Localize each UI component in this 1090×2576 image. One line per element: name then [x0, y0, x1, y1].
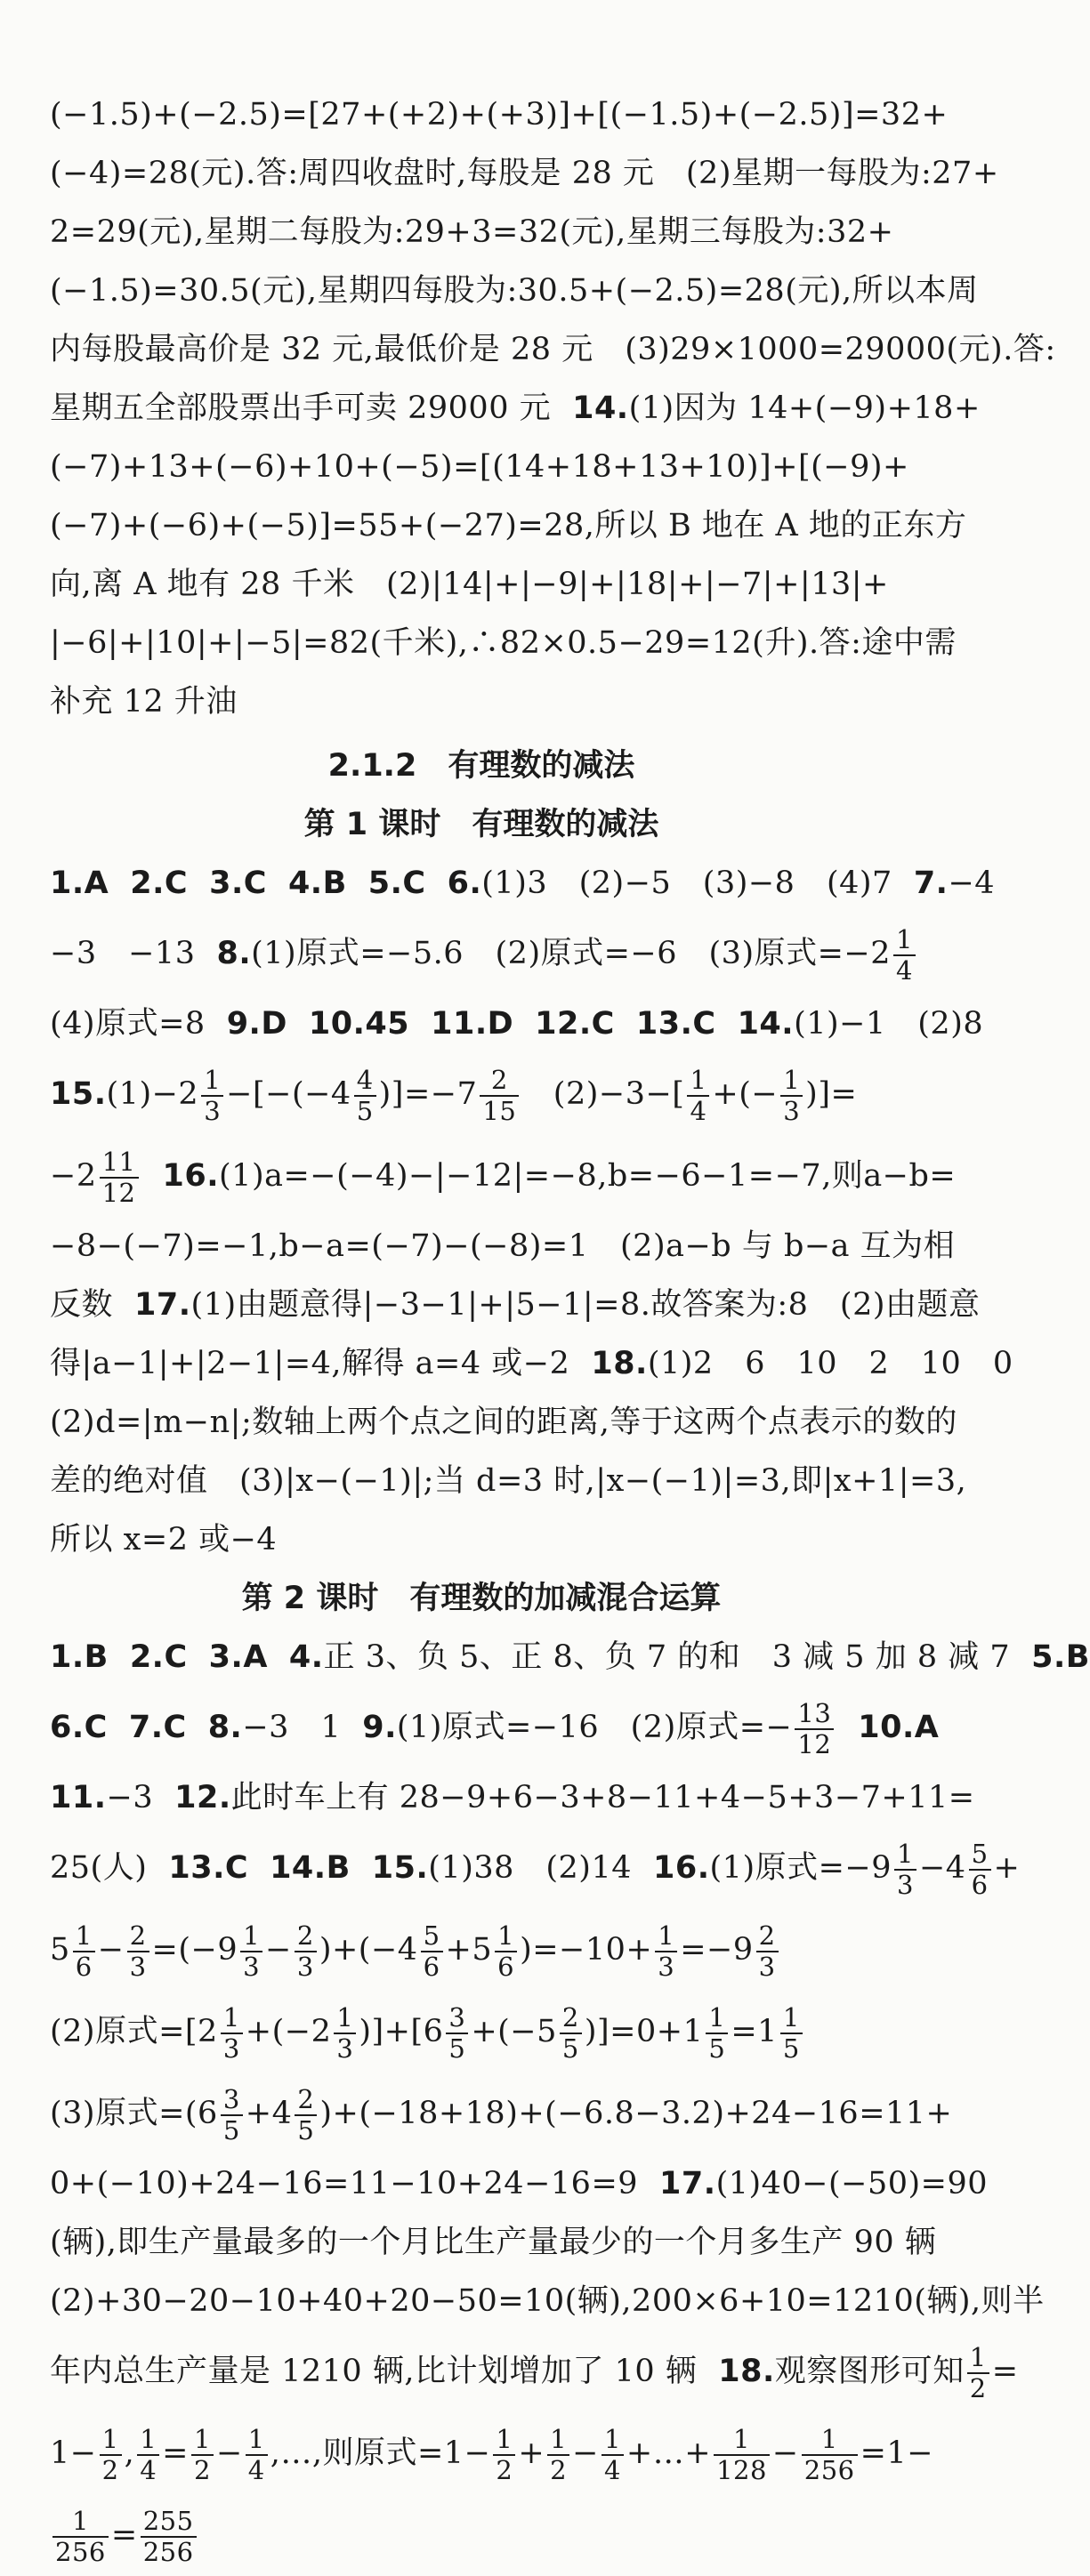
question-number: 7.: [913, 865, 949, 901]
line-text: (辆),即生产量最多的一个月比生产量最少的一个月多生产 90 辆: [50, 2225, 937, 2260]
line-text: −3 1: [242, 1710, 342, 1745]
line-text: 观察图形可知: [774, 2354, 965, 2389]
question-number: 17.: [134, 1287, 191, 1323]
line-text: −: [771, 2435, 799, 2471]
line-text: (2)d=|m−n|;数轴上两个点之间的距离,等于这两个点表示的数的: [50, 1405, 957, 1440]
line-text: )]=: [805, 1076, 858, 1112]
line-text: +(−2: [245, 2014, 332, 2049]
line-text: −3 −13: [50, 936, 196, 971]
fraction: $\frac{1}{3}$: [655, 1922, 677, 1980]
line-text: (2)原式=[2: [50, 2014, 218, 2049]
answer: 1.B: [50, 1639, 109, 1675]
fraction: $\frac{13}{12}$: [795, 1700, 834, 1758]
line-text: (1)38 (2)14: [428, 1850, 632, 1886]
fraction: $\frac{1}{4}$: [246, 2426, 268, 2483]
text-line: [50, 1909, 913, 1991]
fraction: $\frac{2}{3}$: [295, 1922, 317, 1980]
line-text: (−4)=28(元).答:周四收盘时,每股是 28 元 (2)星期一每股为:27+: [50, 156, 999, 191]
fraction: $\frac{1}{256}$: [802, 2426, 858, 2483]
fraction: $\frac{5}{6}$: [969, 1840, 991, 1898]
line-text: +: [993, 1850, 1021, 1886]
line-text: +5: [445, 1932, 493, 1968]
answer: 7.C: [128, 1710, 187, 1745]
fraction: $\frac{1}{4}$: [137, 2426, 159, 2483]
question-number: 8.: [216, 936, 252, 971]
line-text: =1−: [860, 2435, 934, 2471]
question-number: 16.: [162, 1158, 220, 1194]
text-line: [50, 854, 996, 913]
line-text: (1)2 6 10 2 10 0: [647, 1346, 1013, 1381]
answer: 4.B: [287, 865, 347, 901]
line-text: 星期五全部股票出手可卖 29000 元: [50, 390, 552, 426]
fraction: $\frac{4}{5}$: [354, 1067, 376, 1124]
answer: 5.B: [1031, 1639, 1090, 1675]
line-text: (1)原式=−9: [709, 1850, 892, 1886]
line-text: 此时车上有 28−9+6−3+8−11+4−5+3−7+11=: [230, 1780, 975, 1815]
line-text: =: [991, 2354, 1019, 2389]
question-number: 18.: [718, 2354, 775, 2389]
answer: 2.C: [129, 1639, 188, 1675]
question-number: 4.: [288, 1639, 324, 1675]
text-line: [50, 1053, 913, 1135]
text-line: [50, 994, 984, 1053]
lesson-title: 第 1 课时 有理数的减法: [303, 807, 659, 842]
text-line: [50, 2154, 989, 2213]
fraction: $\frac{1}{128}$: [714, 2426, 770, 2483]
line-text: (1)a=−(−4)−|−12|=−8,b=−6−1=−7,则a−b=: [219, 1158, 957, 1194]
line-text: −4: [948, 865, 996, 901]
line-text: 内每股最高价是 32 元,最低价是 28 元 (3)29×1000=29000(元).答:: [50, 332, 1056, 367]
text-line: [50, 555, 913, 614]
line-text: 2=29(元),星期二每股为:29+3=32(元),星期三每股为:32+: [50, 214, 894, 250]
text-line: [50, 85, 949, 144]
fraction: $\frac{1}{2}$: [191, 2426, 214, 2483]
line-text: 差的绝对值 (3)|x−(−1)|;当 d=3 时,|x−(−1)|=3,即|x+1|=3,: [50, 1463, 967, 1499]
line-text: =: [162, 2435, 189, 2471]
line-text: (1)因为 14+(−9)+18+: [628, 390, 981, 426]
line-text: (−7)+13+(−6)+10+(−5)=[(14+18+13+10)]+[(−9)+: [50, 449, 909, 485]
question-number: 15.: [50, 1076, 107, 1112]
fraction: $\frac{1}{2}$: [547, 2426, 569, 2483]
fraction: $\frac{1}{4}$: [687, 1067, 709, 1124]
text-line: [50, 672, 913, 731]
line-text: −: [97, 1932, 125, 1968]
fraction: $\frac{2}{3}$: [756, 1922, 779, 1980]
question-number: 14.: [737, 1006, 795, 1042]
fraction: $\frac{11}{12}$: [100, 1148, 139, 1206]
text-line: [50, 1991, 913, 2073]
line-text: (−1.5)=30.5(元),星期四每股为:30.5+(−2.5)=28(元),所以本周: [50, 273, 979, 309]
text-line: [50, 1768, 975, 1827]
fraction: $\frac{1}{5}$: [780, 2004, 803, 2062]
fraction: $\frac{1}{2}$: [967, 2344, 989, 2402]
answer: 2.C: [130, 865, 189, 901]
line-text: −8−(−7)=−1,b−a=(−7)−(−8)=1 (2)a−b 与 b−a 互为相: [50, 1228, 956, 1264]
text-line: [50, 2494, 913, 2576]
line-text: −[−(−4: [226, 1076, 351, 1112]
text-line: [50, 203, 913, 262]
text-line: [50, 438, 913, 496]
text-line: [50, 1276, 981, 1334]
line-text: =(−9: [151, 1932, 238, 1968]
line-text: (1)−2: [106, 1076, 199, 1112]
line-text: 年内总生产量是 1210 辆,比计划增加了 10 辆: [50, 2354, 698, 2389]
question-number: 6.: [447, 865, 482, 901]
line-text: 所以 x=2 或−4: [50, 1522, 278, 1558]
line-text: (−1.5)+(−2.5)=[27+(+2)+(+3)]+[(−1.5)+(−2.5)]=32+: [50, 97, 949, 133]
fraction: $\frac{1}{256}$: [52, 2508, 109, 2565]
text-line: [50, 1827, 1021, 1909]
text-line: [50, 1135, 957, 1217]
line-text: )+(−18+18)+(−6.8−3.2)+24−16=11+: [319, 2096, 953, 2131]
answer: 13.C: [168, 1850, 249, 1886]
text-line: [50, 1452, 967, 1510]
answer: 3.A: [208, 1639, 268, 1675]
text-line: [50, 2330, 1019, 2412]
fraction: $\frac{2}{15}$: [480, 1067, 519, 1124]
answer: 1.A: [50, 865, 109, 901]
text-line: [50, 1393, 957, 1452]
line-text: 25(人): [50, 1850, 148, 1886]
line-text: 补充 12 升油: [50, 684, 238, 720]
question-number: 12.: [174, 1780, 231, 1815]
fraction: $\frac{1}{3}$: [334, 2004, 356, 2062]
line-text: )]=0+1: [584, 2014, 704, 2049]
section-title: 2.1.2 有理数的减法: [327, 748, 635, 784]
fraction: $\frac{5}{6}$: [421, 1922, 443, 1980]
answer: 12.C: [535, 1006, 615, 1042]
line-text: (1)−1 (2)8: [794, 1006, 984, 1042]
line-text: 0+(−10)+24−16=11−10+24−16=9: [50, 2166, 639, 2202]
text-line: [50, 2412, 934, 2494]
fraction: $\frac{1}{3}$: [240, 1922, 262, 1980]
fraction: $\frac{2}{3}$: [127, 1922, 149, 1980]
fraction: $\frac{1}{4}$: [893, 926, 916, 984]
line-text: +(−5: [471, 2014, 557, 2049]
line-text: =−9: [680, 1932, 754, 1968]
text-line: [50, 1217, 956, 1276]
fraction: $\frac{3}{5}$: [446, 2004, 468, 2062]
fraction: $\frac{1}{3}$: [221, 2004, 243, 2062]
line-text: −4: [918, 1850, 966, 1886]
question-number: 16.: [653, 1850, 710, 1886]
line-text: −: [215, 2435, 243, 2471]
question-number: 18.: [591, 1346, 648, 1381]
fraction: $\frac{255}{256}$: [141, 2508, 197, 2565]
line-text: )=−10+: [520, 1932, 653, 1968]
line-text: )]=−7: [378, 1076, 478, 1112]
text-line: [50, 1628, 1090, 1686]
line-text: −: [572, 2435, 599, 2471]
text-line: [50, 320, 1056, 379]
line-text: (1)由题意得|−3−1|+|5−1|=8.故答案为:8 (2)由题意: [190, 1287, 981, 1323]
text-line: [50, 614, 957, 672]
text-line: [50, 2073, 953, 2154]
fraction: $\frac{1}{6}$: [495, 1922, 517, 1980]
text-line: [50, 913, 913, 994]
fraction: $\frac{1}{2}$: [100, 2426, 122, 2483]
line-text: |−6|+|10|+|−5|=82(千米),∴82×0.5−29=12(升).答:途中需: [50, 625, 957, 661]
line-text: (1)原式=−16 (2)原式=−: [396, 1710, 793, 1745]
line-text: 得|a−1|+|2−1|=4,解得 a=4 或−2: [50, 1346, 570, 1381]
line-text: )+(−4: [319, 1932, 418, 1968]
line-text: (3)原式=(6: [50, 2096, 218, 2131]
fraction: $\frac{1}{3}$: [780, 1067, 803, 1124]
text-line: [50, 262, 979, 320]
text-line: [50, 144, 999, 203]
answer: 3.C: [209, 865, 267, 901]
answer: 6.C: [50, 1710, 108, 1745]
fraction: $\frac{1}{2}$: [493, 2426, 515, 2483]
fraction: $\frac{2}{5}$: [295, 2086, 317, 2144]
question-number: 8.: [207, 1710, 243, 1745]
answer: 10.45: [308, 1006, 410, 1042]
fraction: $\frac{1}{4}$: [602, 2426, 624, 2483]
line-text: +4: [245, 2096, 293, 2131]
line-text: (2)+30−20−10+40+20−50=10(辆),200×6+10=1210(辆),则半: [50, 2283, 1045, 2319]
question-number: 11.: [50, 1780, 107, 1815]
lesson-title: 第 2 课时 有理数的加减混合运算: [241, 1581, 722, 1616]
line-text: +…+: [626, 2435, 712, 2471]
text-line: [50, 379, 981, 438]
text-line: [50, 1510, 913, 1569]
line-text: −: [265, 1932, 292, 1968]
answer: 13.C: [635, 1006, 716, 1042]
line-text: )]+[6: [359, 2014, 444, 2049]
line-text: (1)40−(−50)=90: [715, 2166, 989, 2202]
line-text: 向,离 A 地有 28 千米 (2)|14|+|−9|+|18|+|−7|+|13|+: [50, 567, 889, 602]
answer: 10.A: [858, 1710, 940, 1745]
line-text: −2: [50, 1158, 97, 1194]
question-number: 9.: [362, 1710, 397, 1745]
answer: 5.C: [367, 865, 426, 901]
text-line: [50, 496, 967, 555]
line-text: 反数: [50, 1287, 114, 1323]
line-text: ,…,则原式=1−: [270, 2435, 491, 2471]
line-text: (4)原式=8: [50, 1006, 206, 1042]
fraction: $\frac{1}{3}$: [894, 1840, 916, 1898]
line-text: 5: [50, 1932, 70, 1968]
question-number: 14.: [572, 390, 629, 426]
answer: 14.B: [270, 1850, 351, 1886]
line-text: =1: [731, 2014, 778, 2049]
fraction: $\frac{1}{3}$: [201, 1067, 223, 1124]
line-text: ,: [124, 2435, 135, 2471]
text-line: [50, 2272, 1045, 2330]
text-line: [50, 2213, 937, 2272]
line-text: 正 3、负 5、正 8、负 7 的和 3 减 5 加 8 减 7: [323, 1639, 1011, 1675]
line-text: 1−: [50, 2435, 97, 2471]
fraction: $\frac{1}{5}$: [706, 2004, 728, 2062]
line-text: +(−: [712, 1076, 779, 1112]
line-text: (1)原式=−5.6 (2)原式=−6 (3)原式=−2: [251, 936, 892, 971]
fraction: $\frac{2}{5}$: [560, 2004, 582, 2062]
question-number: 17.: [659, 2166, 716, 2202]
fraction: $\frac{1}{6}$: [73, 1922, 95, 1980]
line-text: =: [110, 2517, 138, 2553]
line-text: −3: [106, 1780, 154, 1815]
line-text: (1)3 (2)−5 (3)−8 (4)7: [481, 865, 892, 901]
line-text: (2)−3−[: [521, 1076, 685, 1112]
text-line: [50, 1686, 940, 1768]
text-line: [50, 1334, 1013, 1393]
line-text: (−7)+(−6)+(−5)]=55+(−27)=28,所以 B 地在 A 地的正东方: [50, 508, 967, 543]
fraction: $\frac{3}{5}$: [221, 2086, 243, 2144]
answer: 9.D: [226, 1006, 287, 1042]
question-number: 15.: [371, 1850, 429, 1886]
line-text: +: [518, 2435, 545, 2471]
answer: 11.D: [431, 1006, 514, 1042]
